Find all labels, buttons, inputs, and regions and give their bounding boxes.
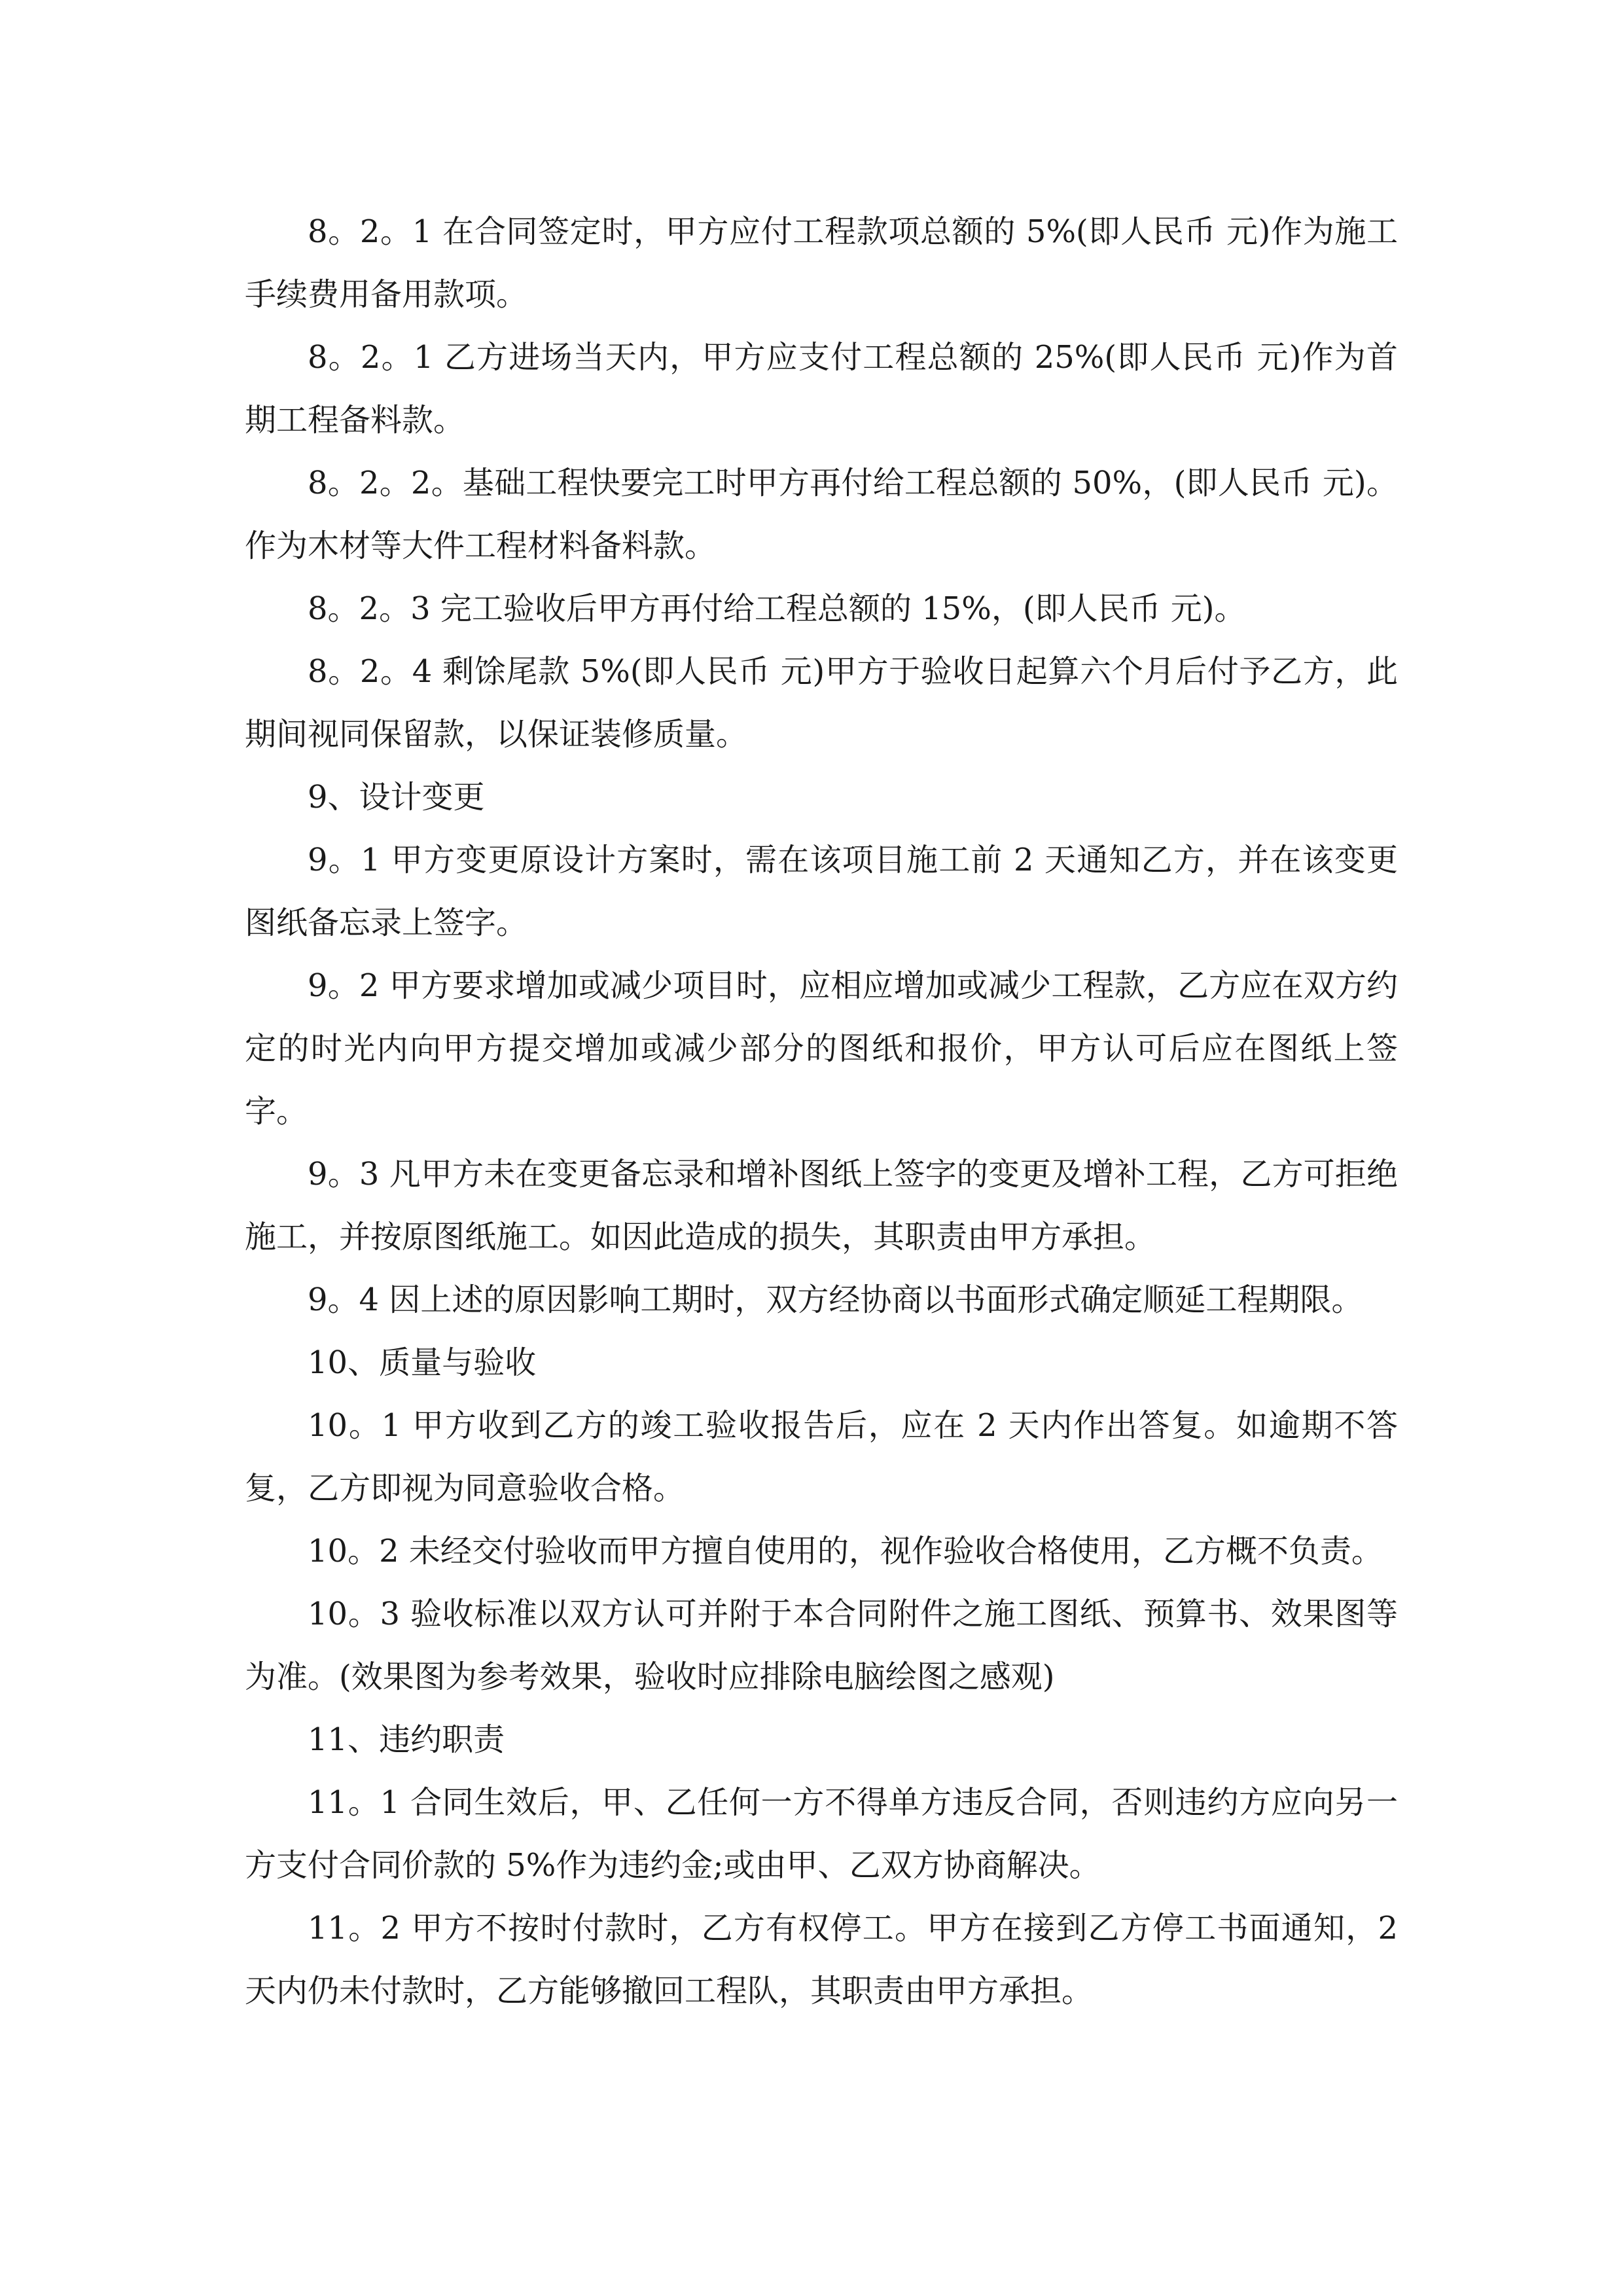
document-body (245, 200, 1398, 2022)
paragraph-9-3: 9。3 凡甲方未在变更备忘录和增补图纸上签字的变更及增补工程，乙方可拒绝施工，并按原图纸施工。如因此造成的损失，其职责由甲方承担。 (245, 1156, 1398, 1255)
paragraph-8-2-1-a: 8。2。1 在合同签定时，甲方应付工程款项总额的 5%(即人民币 元)作为施工手续费用备用款项。 (245, 213, 1398, 313)
paragraph-10-3: 10。3 验收标准以双方认可并附于本合同附件之施工图纸、预算书、效果图等为准。(效果图为参考效果，验收时应排除电脑绘图之感观) (245, 1596, 1398, 1695)
paragraph-9-1: 9。1 甲方变更原设计方案时，需在该项目施工前 2 天通知乙方，并在该变更图纸备忘录上签字。 (245, 842, 1398, 941)
paragraph-9-4: 9。4 因上述的原因影响工期时，双方经协商以书面形式确定顺延工程期限。 (308, 1282, 1363, 1318)
paragraph-11-2: 11。2 甲方不按时付款时，乙方有权停工。甲方在接到乙方停工书面通知，2 天内仍未付款时，乙方能够撤回工程队，其职责由甲方承担。 (245, 1910, 1398, 2009)
section-heading-9: 9、设计变更 (308, 779, 485, 816)
paragraph-8-2-4: 8。2。4 剩馀尾款 5%(即人民币 元)甲方于验收日起算六个月后付予乙方，此期间视同保留款，以保证装修质量。 (245, 653, 1398, 753)
section-heading-11: 11、违约职责 (308, 1721, 505, 1758)
paragraph-8-2-1-b: 8。2。1 乙方进场当天内，甲方应支付工程总额的 25%(即人民币 元)作为首期工程备料款。 (245, 339, 1398, 439)
section-heading-10: 10、质量与验收 (308, 1344, 537, 1381)
paragraph-10-1: 10。1 甲方收到乙方的竣工验收报告后，应在 2 天内作出答复。如逾期不答复，乙方即视为同意验收合格。 (245, 1407, 1398, 1507)
paragraph-9-2: 9。2 甲方要求增加或减少项目时，应相应增加或减少工程款，乙方应在双方约定的时光内向甲方提交增加或减少部分的图纸和报价，甲方认可后应在图纸上签字。 (245, 967, 1398, 1130)
paragraph-10-2: 10。2 未经交付验收而甲方擅自使用的，视作验收合格使用，乙方概不负责。 (308, 1533, 1383, 1570)
paragraph-11-1: 11。1 合同生效后，甲、乙任何一方不得单方违反合同，否则违约方应向另一方支付合同价款的 5%作为违约金;或由甲、乙双方协商解决。 (245, 1784, 1398, 1884)
paragraph-8-2-2: 8。2。2。基础工程快要完工时甲方再付给工程总额的 50%，(即人民币 元)。作为木材等大件工程材料备料款。 (245, 465, 1398, 564)
paragraph-8-2-3: 8。2。3 完工验收后甲方再付给工程总额的 15%，(即人民币 元)。 (308, 590, 1246, 627)
